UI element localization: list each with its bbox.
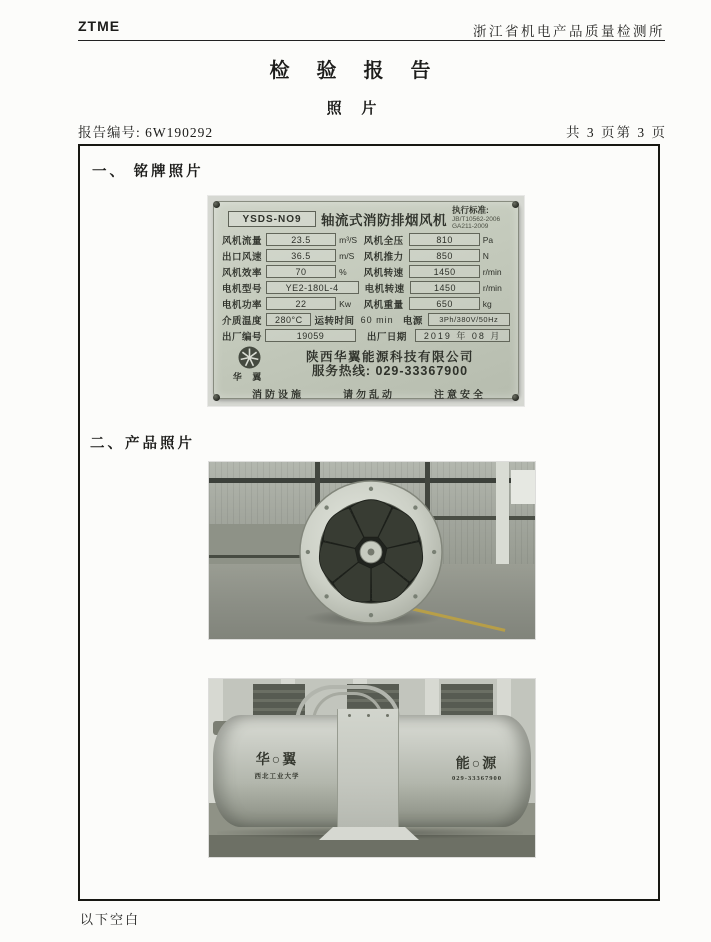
spec-label: 电源 [402, 315, 423, 327]
standard-1: JB/T10562-2006 [452, 215, 501, 223]
product-photo-front [209, 462, 535, 639]
spec-unit: Pa [482, 234, 494, 245]
spec-value: 36.5 [266, 249, 336, 262]
model-box: YSDS-NO9 [228, 211, 316, 227]
rivet-icon [213, 201, 220, 208]
spec-label: 出厂编号 [222, 331, 263, 343]
nameplate-plate [213, 201, 519, 399]
brand-mark-right [431, 753, 523, 782]
spec-label: 电机功率 [222, 299, 263, 311]
company-text [270, 350, 510, 378]
spec-value: 810 [409, 233, 479, 246]
brand-left-text: 华○翼 [255, 753, 299, 768]
axial-fan-front-icon [297, 478, 445, 626]
spec-value: 22 [266, 297, 336, 310]
nameplate-header [228, 207, 510, 231]
brand-left-subtext: 西北工业大学 [254, 773, 300, 780]
logo-text: 华 翼 [232, 371, 266, 382]
spec-label: 电机转速 [364, 283, 405, 295]
spec-value: 1450 [410, 281, 480, 294]
report-title: 检 验 报 告 [269, 60, 442, 82]
section-nameplate-title: 一、 铭牌照片 [92, 164, 204, 180]
spec-value: 1450 [409, 265, 479, 278]
product-name: 轴流式消防排烟风机 [321, 212, 447, 228]
brand-right-text: 能○源 [455, 757, 499, 772]
manufacturer-block [232, 346, 510, 383]
report-number: 报告编号: 6W190292 [78, 125, 214, 140]
huayi-logo [232, 346, 266, 383]
spec-label: 电机型号 [222, 283, 263, 295]
window-light [511, 470, 535, 504]
report-meta [78, 121, 667, 141]
spec-unit: m³/S [339, 234, 358, 245]
spec-label: 运转时间 [314, 315, 355, 327]
rivet-icon [213, 394, 220, 401]
standard-2: GA211-2009 [452, 223, 489, 230]
spec-value: 650 [409, 297, 479, 310]
spec-label: 出厂日期 [366, 331, 407, 343]
company-name: 陕西华翼能源科技有限公司 [305, 350, 474, 364]
spec-unit: r/min [482, 282, 502, 293]
spec-value: 280°C [266, 313, 311, 326]
spec-value: 70 [266, 265, 336, 278]
spec-value: 850 [409, 249, 479, 262]
warning-2: 请勿乱动 [343, 389, 395, 401]
rivet-icon [512, 201, 519, 208]
section-product-title: 二、产品照片 [90, 436, 195, 452]
spec-label: 风机效率 [222, 267, 263, 279]
warning-3: 注意安全 [434, 389, 486, 401]
report-subtitle: 照 片 [326, 101, 385, 117]
spec-row-motor-power [222, 297, 510, 311]
spec-row-flow [222, 233, 510, 247]
spec-value: 19059 [265, 329, 356, 342]
spec-unit: Kw [339, 298, 351, 309]
warning-row [222, 386, 510, 401]
spec-row-outlet [222, 249, 510, 263]
spec-label: 风机流量 [222, 235, 263, 247]
brand-right-subtext: 029-33367900 [452, 775, 502, 782]
spec-row-temperature [222, 313, 510, 327]
spec-value: 3Ph/380V/50Hz [428, 313, 511, 326]
standards-label: 执行标准: [452, 205, 489, 215]
spec-unit: m/S [339, 250, 355, 261]
org-name: 浙江省机电产品质量检测所 [473, 24, 665, 39]
page-indicator: 共 3 页第 3 页 [566, 125, 667, 140]
spec-label: 风机全压 [363, 235, 404, 247]
huayi-logo-icon [238, 346, 261, 369]
spec-value: 60 min [360, 314, 394, 325]
support-base [319, 827, 419, 840]
light-pillar [496, 462, 509, 564]
standards-block [452, 207, 500, 231]
spec-row-serial [222, 329, 510, 343]
spec-unit: % [339, 266, 347, 277]
brand-mark-left [231, 749, 323, 780]
nameplate-photo [208, 196, 524, 406]
org-code: ZTME [78, 18, 121, 34]
warning-1: 消防设施 [252, 389, 304, 401]
rivet-icon [512, 394, 519, 401]
blank-below-note: 以下空白 [80, 912, 141, 927]
spec-label: 风机转速 [363, 267, 404, 279]
spec-label: 介质温度 [222, 315, 263, 327]
spec-label: 风机推力 [363, 251, 404, 263]
center-mounting-plate [337, 709, 399, 829]
spec-unit: N [482, 250, 489, 261]
spec-unit: kg [482, 298, 492, 309]
content-frame [78, 144, 660, 901]
spec-value: 2019 年 08 月 [415, 329, 510, 342]
spec-label: 风机重量 [363, 299, 404, 311]
header-divider [78, 40, 665, 41]
service-hotline: 服务热线: 029-33367900 [311, 364, 469, 378]
product-photo-side [209, 679, 535, 857]
spec-unit: r/min [482, 266, 502, 277]
spec-value: 23.5 [266, 233, 336, 246]
spec-value: YE2-180L-4 [266, 281, 359, 294]
spec-row-efficiency [222, 265, 510, 279]
spec-label: 出口风速 [222, 251, 263, 263]
spec-row-motor-model [222, 281, 510, 295]
